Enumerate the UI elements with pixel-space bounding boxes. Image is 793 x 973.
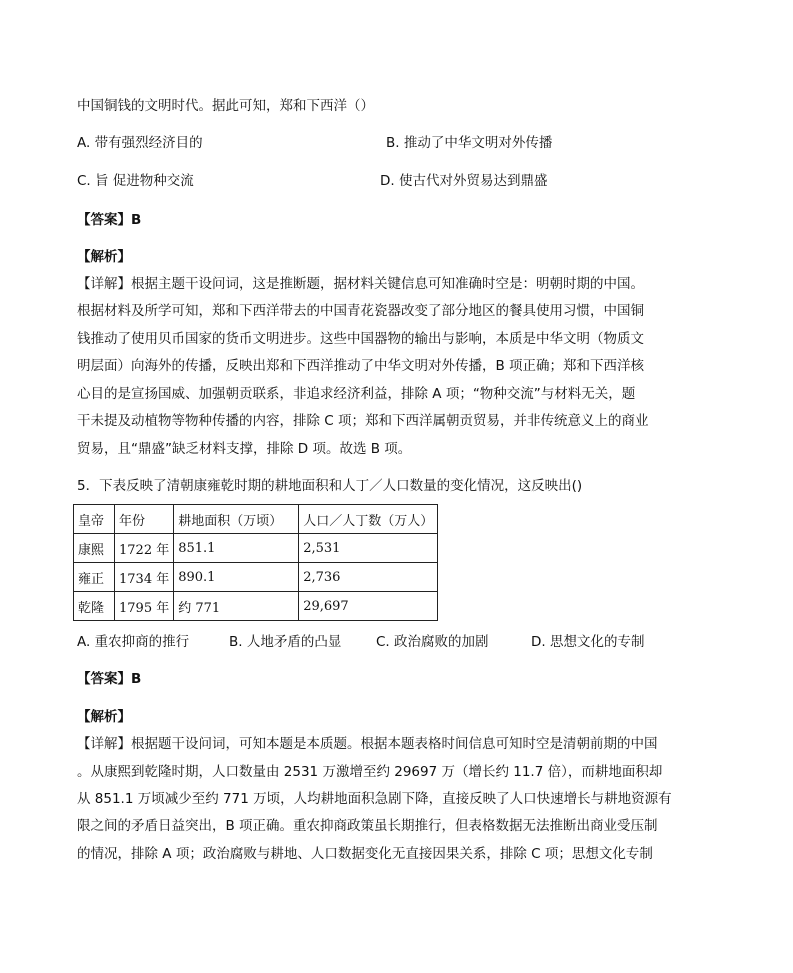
q5-option-a: A. 重农抑商的推行 bbox=[77, 634, 190, 650]
q4-stem-tail: 中国铜钱的文明时代。据此可知，郑和下西洋（） bbox=[77, 98, 374, 114]
q5-analysis-heading: 【解析】 bbox=[77, 709, 131, 725]
q5-analysis-line: 从 851.1 万顷减少至约 771 万顷，人均耕地面积急剧下降，直接反映了人口快速增长与耕地资源有 bbox=[77, 791, 672, 807]
table-header-cell: 人口／人丁数（万人） bbox=[299, 505, 438, 534]
q5-data-table bbox=[73, 504, 438, 621]
table-cell: 1722 年 bbox=[115, 534, 174, 563]
q4-analysis-line: 贸易，且“鼎盛”缺乏材料支撑，排除 D 项。故选 B 项。 bbox=[77, 441, 412, 457]
table-cell: 康熙 bbox=[74, 534, 115, 563]
q4-option-b: B. 推动了中华文明对外传播 bbox=[386, 135, 553, 151]
q5-stem: 5．下表反映了清朝康雍乾时期的耕地面积和人丁／人口数量的变化情况，这反映出() bbox=[77, 478, 583, 494]
table-row bbox=[74, 534, 438, 563]
q5-analysis-line: 。从康熙到乾隆时期，人口数量由 2531 万激增至约 29697 万（增长约 11.7 倍），而耕地面积却 bbox=[77, 764, 663, 780]
table-header-cell: 耕地面积（万顷） bbox=[174, 505, 299, 534]
q5-analysis-line: 的情况，排除 A 项；政治腐败与耕地、人口数据变化无直接因果关系，排除 C 项；思想文化专制 bbox=[77, 846, 653, 862]
q4-analysis-line: 钱推动了使用贝币国家的货币文明进步。这些中国器物的输出与影响，本质是中华文明（物质文 bbox=[77, 331, 644, 347]
table-cell: 2,736 bbox=[299, 563, 438, 592]
q5-option-b: B. 人地矛盾的凸显 bbox=[229, 634, 342, 650]
table-cell: 851.1 bbox=[174, 534, 299, 563]
table-cell: 2,531 bbox=[299, 534, 438, 563]
q5-analysis-line: 【详解】根据题干设问词，可知本题是本质题。根据本题表格时间信息可知时空是清朝前期的中国 bbox=[77, 736, 658, 752]
q4-analysis-line: 根据材料及所学可知，郑和下西洋带去的中国青花瓷器改变了部分地区的餐具使用习惯，中国铜 bbox=[77, 303, 644, 319]
q5-option-d: D. 思想文化的专制 bbox=[531, 634, 645, 650]
q4-option-d: D. 使古代对外贸易达到鼎盛 bbox=[380, 173, 548, 189]
table-header-cell: 年份 bbox=[115, 505, 174, 534]
q4-analysis-line: 干未提及动植物等物种传播的内容，排除 C 项；郑和下西洋属朝贡贸易，并非传统意义上的商业 bbox=[77, 413, 649, 429]
q4-analysis-heading: 【解析】 bbox=[77, 249, 131, 265]
table-header-cell: 皇帝 bbox=[74, 505, 115, 534]
q5-option-c: C. 政治腐败的加剧 bbox=[376, 634, 489, 650]
q4-answer: 【答案】B bbox=[77, 212, 142, 228]
q5-answer: 【答案】B bbox=[77, 671, 142, 687]
q4-analysis-line: 【详解】根据主题干设问词，这是推断题，据材料关键信息可知准确时空是：明朝时期的中国。 bbox=[77, 276, 644, 292]
q4-analysis-line: 明层面）向海外的传播，反映出郑和下西洋推动了中华文明对外传播，B 项正确；郑和下西洋核 bbox=[77, 358, 645, 374]
q4-option-c: C. 旨 促进物种交流 bbox=[77, 173, 194, 189]
table-cell: 约 771 bbox=[174, 592, 299, 621]
q4-analysis-line: 心目的是宣扬国威、加强朝贡联系，非追求经济利益，排除 A 项；“物种交流”与材料无关，题 bbox=[77, 386, 636, 402]
q4-option-a: A. 带有强烈经济目的 bbox=[77, 135, 203, 151]
table-cell: 890.1 bbox=[174, 563, 299, 592]
table-header-row bbox=[74, 505, 438, 534]
table-cell: 1795 年 bbox=[115, 592, 174, 621]
table-row bbox=[74, 563, 438, 592]
table-cell: 1734 年 bbox=[115, 563, 174, 592]
q5-analysis-line: 限之间的矛盾日益突出，B 项正确。重农抑商政策虽长期推行，但表格数据无法推断出商业受压制 bbox=[77, 818, 658, 834]
table-cell: 乾隆 bbox=[74, 592, 115, 621]
table-cell: 雍正 bbox=[74, 563, 115, 592]
table-cell: 29,697 bbox=[299, 592, 438, 621]
table-row bbox=[74, 592, 438, 621]
